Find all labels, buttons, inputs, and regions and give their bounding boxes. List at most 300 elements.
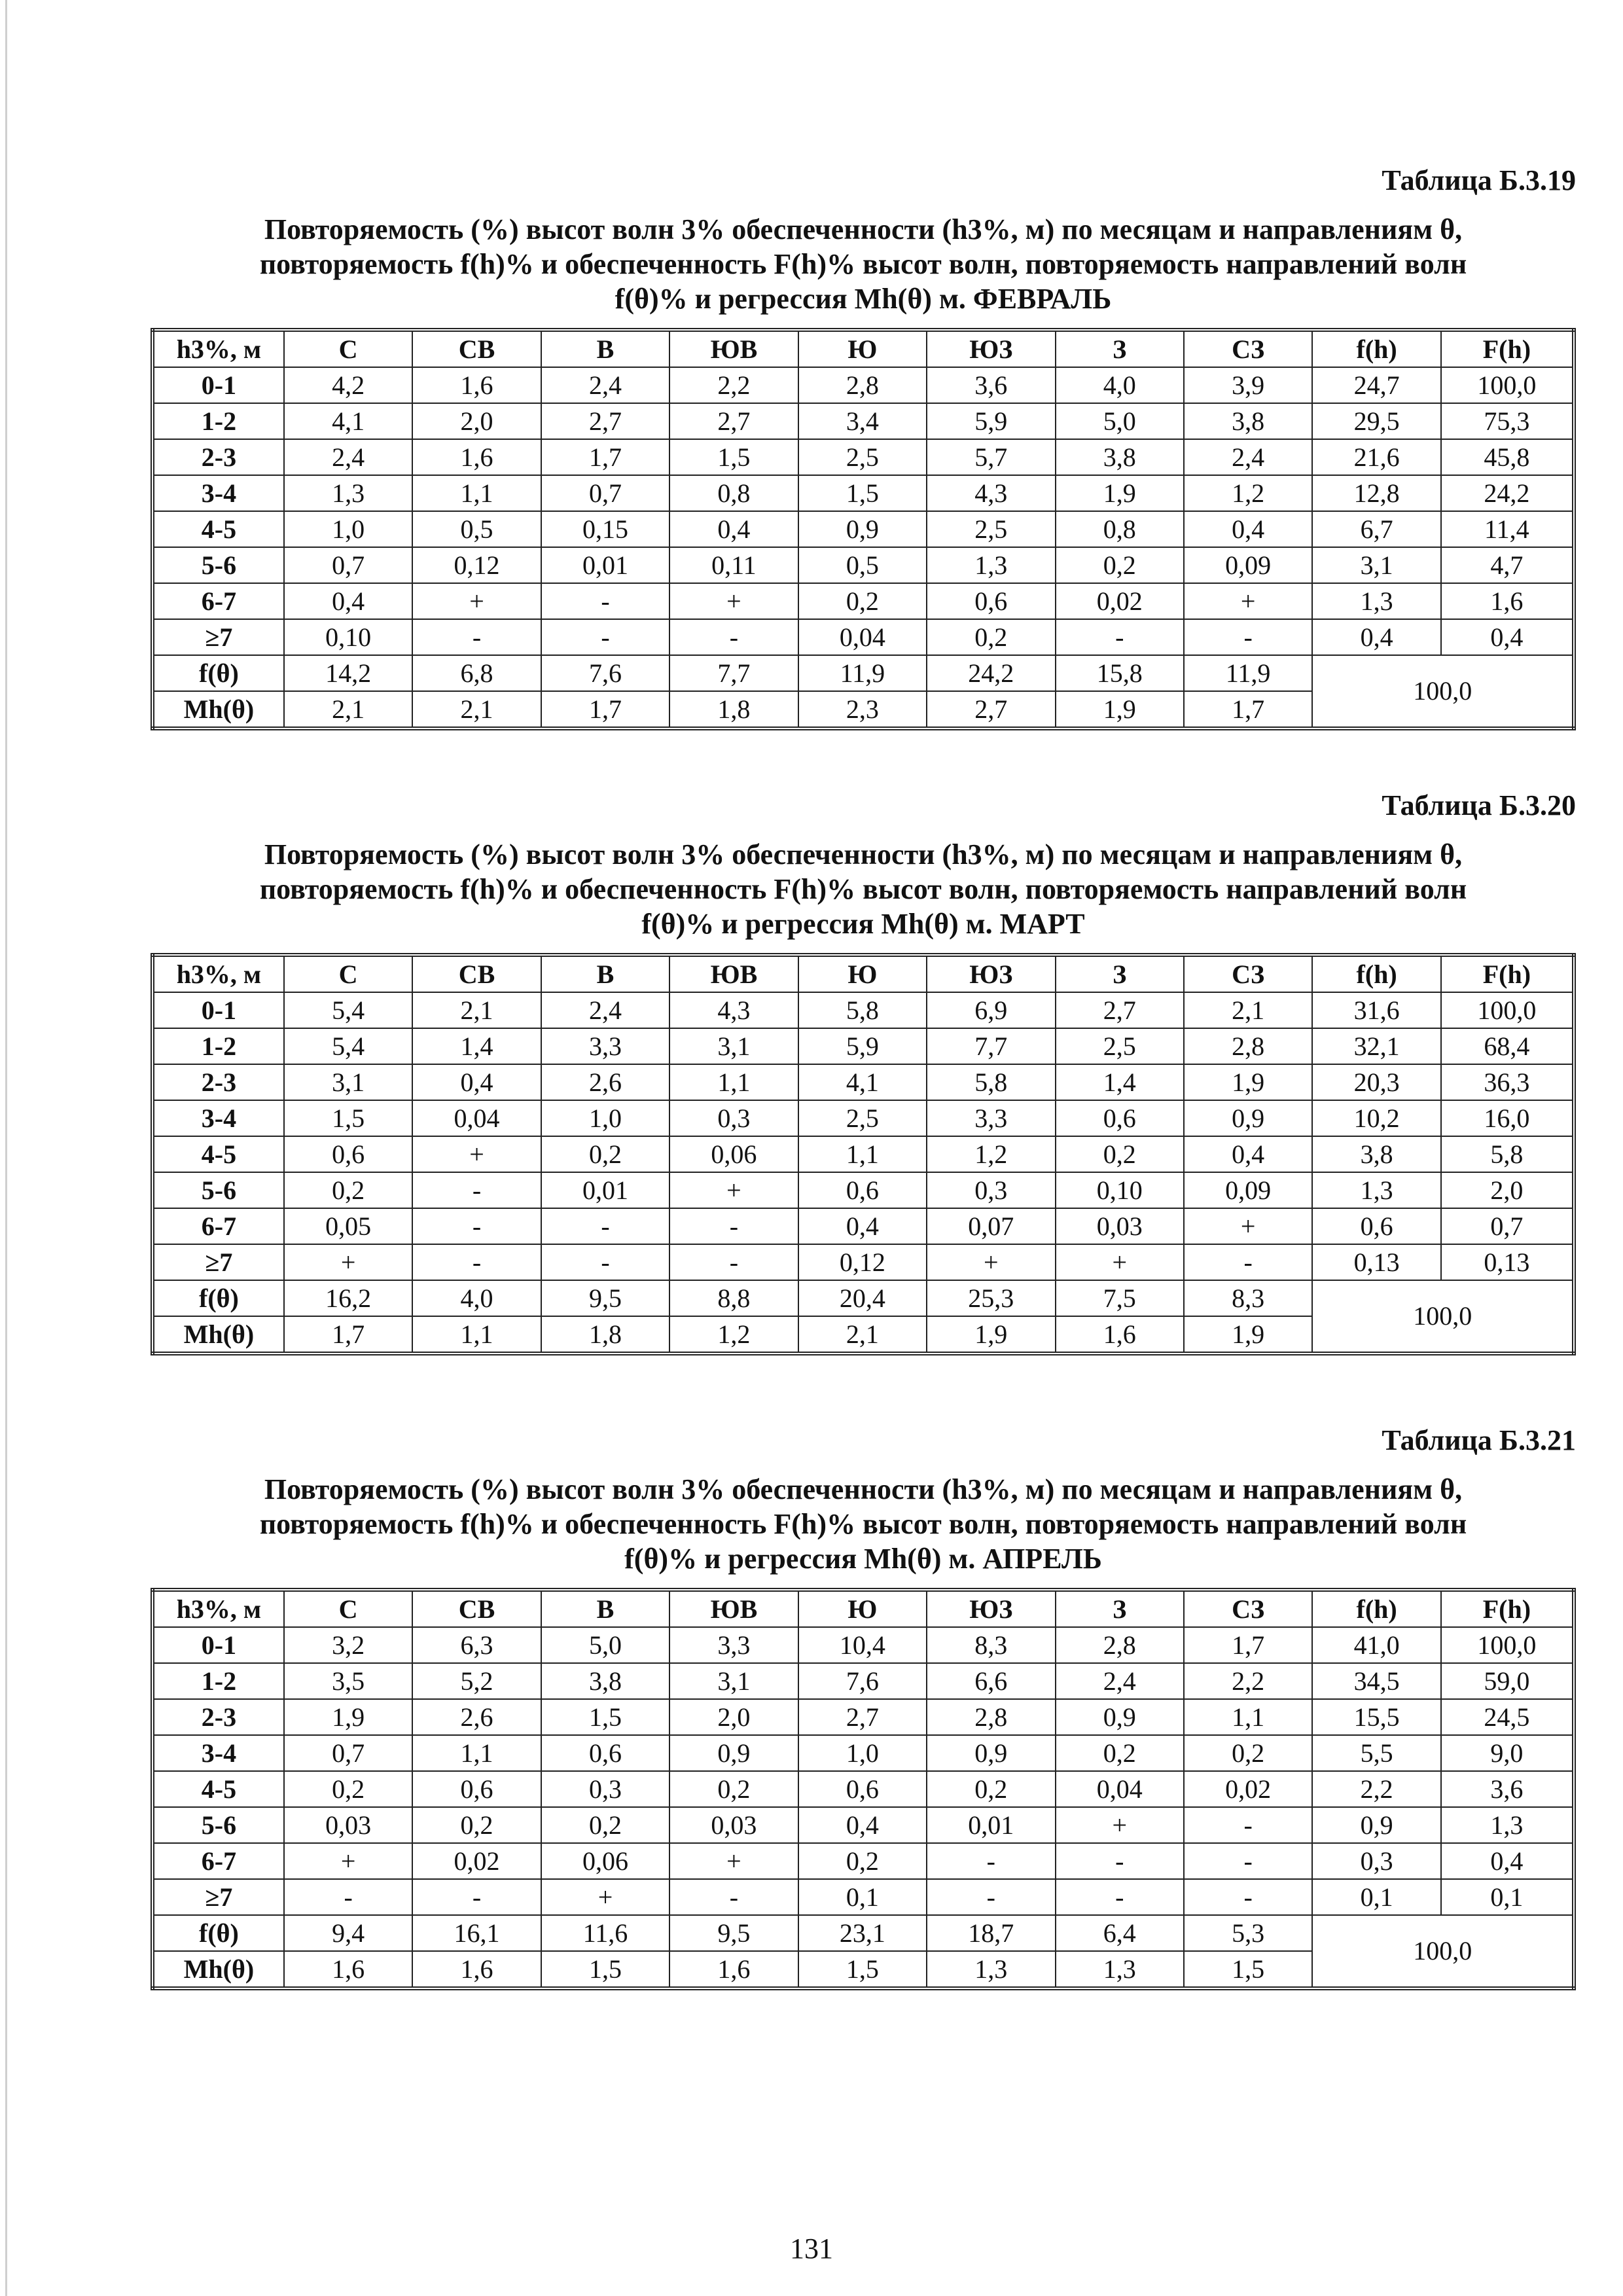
table-cell: 8,3	[927, 1627, 1055, 1663]
header-cell: СЗ	[1184, 1590, 1312, 1627]
caption-line-1: Повторяемость (%) высот волн 3% обеспеченности (h3%, м) по месяцам и направлениям θ,	[264, 213, 1463, 245]
table-caption	[151, 212, 1576, 316]
table-cell: 0,1	[798, 1879, 927, 1915]
header-cell: В	[541, 330, 669, 367]
table-cell: 1,9	[927, 1316, 1055, 1354]
table-cell: 0,4	[1312, 619, 1440, 655]
table-row	[152, 1208, 1574, 1244]
table-cell: 5,5	[1312, 1735, 1440, 1771]
table-cell: 0,04	[798, 619, 927, 655]
row-label-cell: 2-3	[152, 1064, 284, 1100]
table-cell: 1,6	[284, 1951, 412, 1988]
table-cell: 1,3	[1441, 1807, 1574, 1843]
header-cell: F(h)	[1441, 955, 1574, 992]
table-row	[152, 1100, 1574, 1136]
table-row	[152, 1663, 1574, 1699]
table-cell: 2,5	[1056, 1028, 1184, 1064]
table-cell: 2,4	[541, 367, 669, 403]
table-cell: 2,1	[412, 691, 541, 728]
table-cell: 0,7	[541, 475, 669, 511]
table-cell: 5,8	[1441, 1136, 1574, 1172]
table-cell: 1,6	[412, 1951, 541, 1988]
table-cell: 5,8	[798, 992, 927, 1028]
caption-line-1: Повторяемость (%) высот волн 3% обеспеченности (h3%, м) по месяцам и направлениям θ,	[264, 1473, 1463, 1505]
table-cell: 1,2	[1184, 475, 1312, 511]
table-cell: 3,8	[541, 1663, 669, 1699]
table-cell: 4,1	[284, 403, 412, 439]
table-cell: 6,7	[1312, 511, 1440, 547]
row-label-cell: Mh(θ)	[152, 1951, 284, 1988]
table-cell: 0,01	[927, 1807, 1055, 1843]
row-label-cell: f(θ)	[152, 1280, 284, 1316]
table-cell: 1,9	[1184, 1064, 1312, 1100]
table-cell: +	[412, 583, 541, 619]
table-cell: 0,9	[1312, 1807, 1440, 1843]
row-label-cell: ≥7	[152, 1879, 284, 1915]
table-cell: 0,2	[927, 1771, 1055, 1807]
row-label-cell: ≥7	[152, 619, 284, 655]
table-label: Таблица Б.3.20	[1382, 789, 1576, 821]
header-cell: ЮВ	[669, 955, 798, 992]
row-label-cell: 3-4	[152, 475, 284, 511]
row-label-cell: Mh(θ)	[152, 1316, 284, 1354]
table-cell: 10,4	[798, 1627, 927, 1663]
table-cell: 3,4	[798, 403, 927, 439]
table-cell: 0,3	[927, 1172, 1055, 1208]
table-cell: 0,2	[412, 1807, 541, 1843]
scan-edge-line	[5, 0, 7, 2296]
table-cell: 1,3	[1056, 1951, 1184, 1988]
table-cell: 3,1	[669, 1663, 798, 1699]
table-cell: 2,4	[541, 992, 669, 1028]
table-cell: 7,7	[927, 1028, 1055, 1064]
table-cell: 0,6	[798, 1771, 927, 1807]
table-cell: 5,7	[927, 439, 1055, 475]
table-cell: 2,0	[412, 403, 541, 439]
table-cell: 1,6	[669, 1951, 798, 1988]
table-cell: 4,3	[669, 992, 798, 1028]
table-cell: 0,2	[1056, 1136, 1184, 1172]
table-cell: 20,4	[798, 1280, 927, 1316]
table-label: Таблица Б.3.19	[1382, 164, 1576, 196]
table-cell: 3,3	[669, 1627, 798, 1663]
table-cell: 0,4	[798, 1807, 927, 1843]
table-cell: 0,9	[669, 1735, 798, 1771]
table-caption	[151, 837, 1576, 941]
table-cell: 0,03	[284, 1807, 412, 1843]
table-cell: 0,4	[1184, 1136, 1312, 1172]
table-cell: 2,8	[798, 367, 927, 403]
table-cell: 0,4	[1441, 1843, 1574, 1879]
table-row	[152, 1843, 1574, 1879]
header-cell: f(h)	[1312, 955, 1440, 992]
header-cell: С	[284, 955, 412, 992]
table-cell: -	[669, 1879, 798, 1915]
table-cell: 2,2	[669, 367, 798, 403]
header-cell: ЮЗ	[927, 330, 1055, 367]
table-cell: 2,7	[798, 1699, 927, 1735]
table-cell: 0,1	[1312, 1879, 1440, 1915]
table-cell: 100,0	[1441, 1627, 1574, 1663]
row-label-cell: f(θ)	[152, 655, 284, 691]
total-cell: 100,0	[1312, 1280, 1574, 1354]
table-cell: 5,9	[927, 403, 1055, 439]
table-cell: 0,2	[927, 619, 1055, 655]
table-cell: -	[1056, 1879, 1184, 1915]
table-cell: 5,4	[284, 992, 412, 1028]
table-cell: 0,3	[1312, 1843, 1440, 1879]
header-cell: ЮЗ	[927, 955, 1055, 992]
table-row	[152, 1627, 1574, 1663]
table-cell: 34,5	[1312, 1663, 1440, 1699]
table-cell: 2,5	[798, 439, 927, 475]
table-cell: -	[412, 1244, 541, 1280]
caption-line-3: f(θ)% и регрессия Mh(θ) м. АПРЕЛЬ	[624, 1543, 1102, 1575]
table-cell: 14,2	[284, 655, 412, 691]
table-row	[152, 1699, 1574, 1735]
table-row	[152, 1136, 1574, 1172]
table-cell: 0,6	[412, 1771, 541, 1807]
header-cell: ЮВ	[669, 1590, 798, 1627]
table-cell: 7,5	[1056, 1280, 1184, 1316]
table-cell: 24,2	[927, 655, 1055, 691]
table-cell: 11,4	[1441, 511, 1574, 547]
table-cell: 2,2	[1184, 1663, 1312, 1699]
table-cell: 100,0	[1441, 992, 1574, 1028]
table-cell: -	[1184, 1879, 1312, 1915]
header-cell-height: h3%, м	[152, 955, 284, 992]
row-label-cell: 1-2	[152, 1663, 284, 1699]
table-cell: 6,9	[927, 992, 1055, 1028]
header-cell: f(h)	[1312, 330, 1440, 367]
table-cell: 0,12	[798, 1244, 927, 1280]
table-cell: 21,6	[1312, 439, 1440, 475]
table-cell: 1,7	[1184, 1627, 1312, 1663]
table-cell: 0,03	[1056, 1208, 1184, 1244]
table-cell: 68,4	[1441, 1028, 1574, 1064]
table-cell: 2,7	[541, 403, 669, 439]
table-cell: 3,8	[1184, 403, 1312, 439]
table-cell: +	[541, 1879, 669, 1915]
table-cell: 41,0	[1312, 1627, 1440, 1663]
total-cell: 100,0	[1312, 1915, 1574, 1988]
table-cell: 24,7	[1312, 367, 1440, 403]
table-cell: 1,1	[412, 1316, 541, 1354]
table-cell: 0,6	[1056, 1100, 1184, 1136]
table-cell: +	[669, 1843, 798, 1879]
table-cell: 24,2	[1441, 475, 1574, 511]
table-cell: 0,7	[284, 1735, 412, 1771]
table-cell: 1,3	[1312, 1172, 1440, 1208]
table-cell: 3,1	[1312, 547, 1440, 583]
table-cell: -	[669, 1244, 798, 1280]
table-cell: 1,2	[669, 1316, 798, 1354]
table-cell: 1,1	[412, 1735, 541, 1771]
table-caption	[151, 1472, 1576, 1576]
table-cell: 29,5	[1312, 403, 1440, 439]
table-cell: 0,6	[798, 1172, 927, 1208]
table-cell: 0,2	[1056, 547, 1184, 583]
table-cell: 0,02	[1056, 583, 1184, 619]
table-cell: 1,7	[1184, 691, 1312, 728]
table-cell: 0,11	[669, 547, 798, 583]
table-cell: 2,5	[798, 1100, 927, 1136]
table-cell: -	[927, 1843, 1055, 1879]
table-cell: 0,04	[412, 1100, 541, 1136]
table-cell: 0,3	[669, 1100, 798, 1136]
table-cell: 0,9	[798, 511, 927, 547]
table-cell: +	[669, 1172, 798, 1208]
table-row	[152, 1172, 1574, 1208]
table-cell: +	[412, 1136, 541, 1172]
row-label-cell: 0-1	[152, 992, 284, 1028]
table-cell: 1,6	[1441, 583, 1574, 619]
table-cell: -	[412, 1172, 541, 1208]
table-cell: 0,04	[1056, 1771, 1184, 1807]
table-cell: +	[1184, 583, 1312, 619]
table-cell: 11,9	[1184, 655, 1312, 691]
header-cell: СВ	[412, 330, 541, 367]
header-cell: З	[1056, 955, 1184, 992]
header-cell: Ю	[798, 330, 927, 367]
caption-line-3: f(θ)% и регрессия Mh(θ) м. МАРТ	[641, 908, 1085, 940]
table-cell: -	[1184, 1807, 1312, 1843]
table-cell: 8,8	[669, 1280, 798, 1316]
table-cell: 0,02	[1184, 1771, 1312, 1807]
row-label-cell: 4-5	[152, 511, 284, 547]
table-cell: 0,2	[541, 1136, 669, 1172]
table-cell: 0,2	[669, 1771, 798, 1807]
table-cell: 5,0	[541, 1627, 669, 1663]
table-cell: 3,5	[284, 1663, 412, 1699]
table-cell: 9,0	[1441, 1735, 1574, 1771]
table-cell: 0,8	[1056, 511, 1184, 547]
table-cell: 3,3	[541, 1028, 669, 1064]
table-cell: 9,5	[541, 1280, 669, 1316]
caption-line-2: повторяемость f(h)% и обеспеченность F(h)% высот волн, повторяемость направлений волн	[259, 248, 1467, 280]
table-cell: 100,0	[1441, 367, 1574, 403]
header-row	[152, 955, 1574, 992]
table-cell: 12,8	[1312, 475, 1440, 511]
table-cell: 0,2	[1184, 1735, 1312, 1771]
table-cell: 0,9	[1184, 1100, 1312, 1136]
table-cell: 0,15	[541, 511, 669, 547]
table-cell: 7,7	[669, 655, 798, 691]
table-cell: 0,02	[412, 1843, 541, 1879]
table-row	[152, 1807, 1574, 1843]
table-cell: 1,4	[1056, 1064, 1184, 1100]
row-label-cell: 0-1	[152, 367, 284, 403]
table-cell: 9,4	[284, 1915, 412, 1951]
table-row	[152, 992, 1574, 1028]
table-cell: 1,9	[1056, 691, 1184, 728]
table-cell: 0,2	[798, 1843, 927, 1879]
table-cell: 0,09	[1184, 547, 1312, 583]
row-label-cell: 2-3	[152, 439, 284, 475]
table-cell: -	[927, 1879, 1055, 1915]
table-row	[152, 1735, 1574, 1771]
table-cell: 3,6	[1441, 1771, 1574, 1807]
table-cell: 1,1	[669, 1064, 798, 1100]
table-row	[152, 403, 1574, 439]
header-cell: Ю	[798, 955, 927, 992]
table-cell: 2,4	[1056, 1663, 1184, 1699]
table-cell: 1,8	[541, 1316, 669, 1354]
table-row	[152, 439, 1574, 475]
table-cell: 1,8	[669, 691, 798, 728]
table-cell: 1,0	[284, 511, 412, 547]
table-cell: 5,2	[412, 1663, 541, 1699]
table-cell: 75,3	[1441, 403, 1574, 439]
table-cell: 2,8	[1184, 1028, 1312, 1064]
table-cell: 3,8	[1056, 439, 1184, 475]
table-cell: 1,9	[1056, 475, 1184, 511]
table-cell: 0,06	[669, 1136, 798, 1172]
row-label-cell: ≥7	[152, 1244, 284, 1280]
table-cell: 0,01	[541, 1172, 669, 1208]
table-cell: 1,4	[412, 1028, 541, 1064]
table-cell: 15,5	[1312, 1699, 1440, 1735]
f-theta-row	[152, 655, 1574, 691]
table-cell: 2,7	[1056, 992, 1184, 1028]
row-label-cell: 0-1	[152, 1627, 284, 1663]
table-cell: 0,12	[412, 547, 541, 583]
table-cell: +	[1184, 1208, 1312, 1244]
table-cell: -	[541, 619, 669, 655]
table-cell: 0,5	[798, 547, 927, 583]
table-cell: 1,7	[284, 1316, 412, 1354]
table-cell: 2,7	[669, 403, 798, 439]
table-cell: 1,1	[1184, 1699, 1312, 1735]
header-cell-height: h3%, м	[152, 330, 284, 367]
table-cell: 0,03	[669, 1807, 798, 1843]
table-cell: -	[669, 1208, 798, 1244]
table-cell: 45,8	[1441, 439, 1574, 475]
table-cell: 1,7	[541, 439, 669, 475]
table-cell: 1,9	[284, 1699, 412, 1735]
table-cell: 2,0	[1441, 1172, 1574, 1208]
table-cell: 0,2	[1056, 1735, 1184, 1771]
row-label-cell: 3-4	[152, 1100, 284, 1136]
header-cell: СВ	[412, 955, 541, 992]
table-cell: 1,3	[927, 1951, 1055, 1988]
table-cell: 3,6	[927, 367, 1055, 403]
table-cell: 0,1	[1441, 1879, 1574, 1915]
table-cell: 0,13	[1312, 1244, 1440, 1280]
table-cell: 7,6	[541, 655, 669, 691]
header-cell: ЮВ	[669, 330, 798, 367]
row-label-cell: 6-7	[152, 1208, 284, 1244]
header-cell: З	[1056, 1590, 1184, 1627]
table-row	[152, 583, 1574, 619]
wave-table	[151, 328, 1576, 730]
table-cell: +	[669, 583, 798, 619]
table-cell: 1,3	[1312, 583, 1440, 619]
row-label-cell: f(θ)	[152, 1915, 284, 1951]
header-cell: С	[284, 1590, 412, 1627]
table-cell: 20,3	[1312, 1064, 1440, 1100]
header-cell: В	[541, 1590, 669, 1627]
table-cell: 0,2	[284, 1172, 412, 1208]
table-cell: 1,5	[541, 1951, 669, 1988]
table-cell: 2,8	[1056, 1627, 1184, 1663]
table-cell: 2,6	[541, 1064, 669, 1100]
row-label-cell: 1-2	[152, 1028, 284, 1064]
header-cell-height: h3%, м	[152, 1590, 284, 1627]
header-cell: Ю	[798, 1590, 927, 1627]
table-cell: 4,3	[927, 475, 1055, 511]
table-cell: 2,4	[284, 439, 412, 475]
table-cell: 11,9	[798, 655, 927, 691]
table-cell: 1,0	[541, 1100, 669, 1136]
table-cell: 0,13	[1441, 1244, 1574, 1280]
table-cell: 6,6	[927, 1663, 1055, 1699]
table-row	[152, 547, 1574, 583]
table-cell: 0,9	[1056, 1699, 1184, 1735]
table-cell: 6,4	[1056, 1915, 1184, 1951]
table-cell: 1,2	[927, 1136, 1055, 1172]
caption-line-3: f(θ)% и регрессия Mh(θ) м. ФЕВРАЛЬ	[615, 283, 1112, 315]
table-cell: +	[1056, 1244, 1184, 1280]
row-label-cell: 1-2	[152, 403, 284, 439]
table-cell: 5,4	[284, 1028, 412, 1064]
table-cell: 3,1	[284, 1064, 412, 1100]
table-cell: 3,2	[284, 1627, 412, 1663]
table-cell: 1,9	[1184, 1316, 1312, 1354]
table-cell: 2,5	[927, 511, 1055, 547]
table-cell: 25,3	[927, 1280, 1055, 1316]
table-cell: 32,1	[1312, 1028, 1440, 1064]
header-row	[152, 330, 1574, 367]
table-cell: +	[927, 1244, 1055, 1280]
table-cell: 3,3	[927, 1100, 1055, 1136]
table-cell: 7,6	[798, 1663, 927, 1699]
caption-line-2: повторяемость f(h)% и обеспеченность F(h)% высот волн, повторяемость направлений волн	[259, 873, 1467, 905]
table-cell: 0,4	[284, 583, 412, 619]
table-cell: 10,2	[1312, 1100, 1440, 1136]
table-cell: 23,1	[798, 1915, 927, 1951]
table-cell: 6,8	[412, 655, 541, 691]
table-cell: 2,3	[798, 691, 927, 728]
table-cell: 0,2	[284, 1771, 412, 1807]
table-cell: 5,0	[1056, 403, 1184, 439]
table-cell: 0,09	[1184, 1172, 1312, 1208]
table-cell: 0,06	[541, 1843, 669, 1879]
table-cell: 4,0	[412, 1280, 541, 1316]
table-cell: 1,7	[541, 691, 669, 728]
row-label-cell: 6-7	[152, 1843, 284, 1879]
header-cell: СЗ	[1184, 955, 1312, 992]
page-number: 131	[790, 2233, 833, 2265]
table-row	[152, 1244, 1574, 1280]
table-cell: 1,6	[412, 367, 541, 403]
table-row	[152, 1879, 1574, 1915]
table-cell: -	[284, 1879, 412, 1915]
table-cell: 15,8	[1056, 655, 1184, 691]
header-cell: ЮЗ	[927, 1590, 1055, 1627]
table-row	[152, 511, 1574, 547]
header-cell: F(h)	[1441, 330, 1574, 367]
table-cell: 0,6	[1312, 1208, 1440, 1244]
caption-line-2: повторяемость f(h)% и обеспеченность F(h)% высот волн, повторяемость направлений волн	[259, 1508, 1467, 1540]
table-cell: 0,4	[669, 511, 798, 547]
table-cell: 1,3	[927, 547, 1055, 583]
header-cell: С	[284, 330, 412, 367]
table-cell: 3,8	[1312, 1136, 1440, 1172]
table-cell: 0,4	[798, 1208, 927, 1244]
table-cell: 1,6	[412, 439, 541, 475]
table-row	[152, 1028, 1574, 1064]
